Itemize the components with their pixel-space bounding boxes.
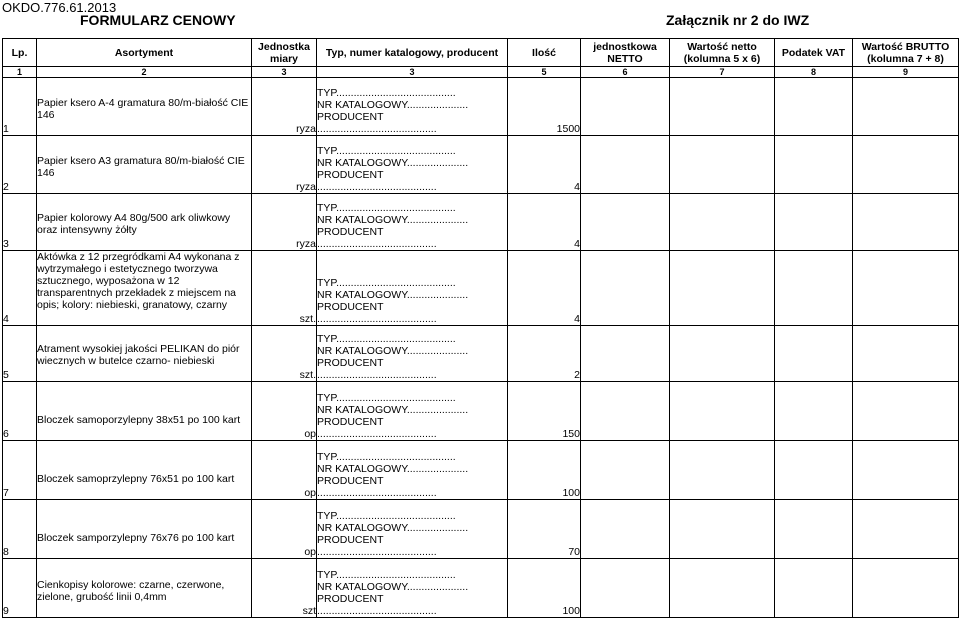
dots-line: ......................................... [317, 181, 437, 193]
column-number-row [3, 67, 959, 78]
row-unit: szt [252, 559, 317, 618]
row-assortment [37, 441, 252, 500]
dots-line: ......................................... [317, 487, 437, 499]
row-unit-net-price[interactable] [581, 326, 670, 382]
producer-line: PRODUCENT [317, 416, 384, 428]
row-lp: 6 [3, 382, 37, 441]
row-assortment [37, 251, 252, 326]
row-type-field[interactable] [317, 326, 508, 382]
row-quantity: 4 [508, 136, 581, 194]
row-lp: 7 [3, 441, 37, 500]
row-unit: szt. [252, 326, 317, 382]
col-header-type: Typ, numer katalogowy, producent [317, 39, 508, 67]
row-vat[interactable] [775, 326, 853, 382]
row-unit-net-price[interactable] [581, 559, 670, 618]
row-net-value[interactable] [670, 441, 775, 500]
row-unit: ryza [252, 136, 317, 194]
row-quantity: 70 [508, 500, 581, 559]
row-vat[interactable] [775, 500, 853, 559]
price-table [2, 38, 959, 618]
assortment-text: Bloczek samporzylepny 76x76 po 100 kart [37, 532, 235, 544]
column-number: 5 [508, 67, 581, 78]
column-number: 7 [670, 67, 775, 78]
attachment-label: Załącznik nr 2 do IWZ [666, 12, 810, 28]
row-assortment [37, 559, 252, 618]
row-lp: 2 [3, 136, 37, 194]
assortment-text: Cienkopisy kolorowe: czarne, czerwone, zielone, grubość linii 0,4mm [37, 579, 225, 603]
row-unit: ryza [252, 78, 317, 136]
row-unit: op [252, 382, 317, 441]
row-gross-value[interactable] [853, 382, 959, 441]
producer-line: PRODUCENT [317, 226, 384, 238]
row-type-field[interactable] [317, 194, 508, 251]
row-unit: ryza [252, 194, 317, 251]
row-lp: 8 [3, 500, 37, 559]
row-net-value[interactable] [670, 382, 775, 441]
row-type-field[interactable] [317, 382, 508, 441]
catalog-number-line: NR KATALOGOWY..................... [317, 214, 469, 226]
header-row [3, 39, 959, 67]
catalog-number-line: NR KATALOGOWY..................... [317, 289, 469, 301]
catalog-number-line: NR KATALOGOWY..................... [317, 581, 469, 593]
table-row [3, 441, 959, 500]
assortment-text: Aktówka z 12 przegródkami A4 wykonana z wytrzymałego i estetycznego tworzywa sztucznego, wyposażona w 12 transparentnych przekładek z miejscem na opis; kolory: niebieski, granatowy, czarny [37, 251, 240, 311]
row-vat[interactable] [775, 194, 853, 251]
typ-line: TYP......................................... [317, 569, 456, 581]
table-row [3, 326, 959, 382]
typ-line: TYP......................................... [317, 277, 456, 289]
assortment-text: Papier ksero A-4 gramatura 80/m-białość CIE 146 [37, 97, 249, 121]
row-quantity: 100 [508, 559, 581, 618]
row-gross-value[interactable] [853, 500, 959, 559]
column-number: 9 [853, 67, 959, 78]
row-assortment [37, 500, 252, 559]
row-quantity: 4 [508, 194, 581, 251]
typ-line: TYP......................................... [317, 392, 456, 404]
producer-line: PRODUCENT [317, 593, 384, 605]
row-gross-value[interactable] [853, 78, 959, 136]
col-header-gross-value: Wartość BRUTTO (kolumna 7 + 8) [853, 39, 959, 67]
column-number: 1 [3, 67, 37, 78]
row-gross-value[interactable] [853, 326, 959, 382]
assortment-text: Bloczek samoporzylepny 38x51 po 100 kart [37, 414, 241, 426]
dots-line: ......................................... [317, 238, 437, 250]
row-vat[interactable] [775, 136, 853, 194]
column-number: 2 [37, 67, 252, 78]
row-unit-net-price[interactable] [581, 251, 670, 326]
col-header-quantity: Ilość [508, 39, 581, 67]
row-gross-value[interactable] [853, 251, 959, 326]
row-lp: 4 [3, 251, 37, 326]
typ-line: TYP......................................... [317, 333, 456, 345]
row-lp: 5 [3, 326, 37, 382]
row-vat[interactable] [775, 559, 853, 618]
typ-line: TYP......................................... [317, 145, 456, 157]
dots-line: ......................................... [317, 546, 437, 558]
row-unit-net-price[interactable] [581, 382, 670, 441]
row-quantity: 150 [508, 382, 581, 441]
producer-line: PRODUCENT [317, 301, 384, 313]
row-lp: 9 [3, 559, 37, 618]
table-row [3, 251, 959, 326]
col-header-unit-net: jednostkowa NETTO [581, 39, 670, 67]
col-header-vat: Podatek VAT [775, 39, 853, 67]
assortment-text: Papier ksero A3 gramatura 80/m-białość CIE 146 [37, 155, 245, 179]
col-header-unit: Jednostka miary [252, 39, 317, 67]
column-number: 8 [775, 67, 853, 78]
row-net-value[interactable] [670, 78, 775, 136]
row-unit-net-price[interactable] [581, 136, 670, 194]
table-row [3, 382, 959, 441]
row-assortment [37, 78, 252, 136]
row-assortment [37, 194, 252, 251]
row-type-field[interactable] [317, 136, 508, 194]
producer-line: PRODUCENT [317, 534, 384, 546]
table-row [3, 559, 959, 618]
row-net-value[interactable] [670, 194, 775, 251]
row-assortment [37, 136, 252, 194]
assortment-text: Papier kolorowy A4 80g/500 ark oliwkowy oraz intensywny żółty [37, 212, 231, 236]
document-id: OKDO.776.61.2013 [2, 0, 117, 15]
typ-line: TYP......................................... [317, 451, 456, 463]
row-vat[interactable] [775, 382, 853, 441]
catalog-number-line: NR KATALOGOWY..................... [317, 157, 469, 169]
table-row [3, 78, 959, 136]
row-type-field[interactable] [317, 559, 508, 618]
col-header-net-value: Wartość netto (kolumna 5 x 6) [670, 39, 775, 67]
row-assortment [37, 382, 252, 441]
dots-line: ......................................... [317, 313, 437, 325]
producer-line: PRODUCENT [317, 475, 384, 487]
row-type-field[interactable] [317, 78, 508, 136]
row-quantity: 100 [508, 441, 581, 500]
row-net-value[interactable] [670, 251, 775, 326]
row-assortment [37, 326, 252, 382]
row-gross-value[interactable] [853, 136, 959, 194]
row-unit: op [252, 500, 317, 559]
typ-line: TYP......................................... [317, 87, 456, 99]
table-row [3, 500, 959, 559]
dots-line: ......................................... [317, 428, 437, 440]
table-row [3, 136, 959, 194]
catalog-number-line: NR KATALOGOWY..................... [317, 463, 469, 475]
dots-line: ......................................... [317, 605, 437, 617]
assortment-text: Atrament wysokiej jakości PELIKAN do piór wiecznych w butelce czarno- niebieski [37, 343, 240, 367]
row-gross-value[interactable] [853, 559, 959, 618]
col-header-lp: Lp. [3, 39, 37, 67]
assortment-text: Bloczek samoprzylepny 76x51 po 100 kart [37, 473, 235, 485]
row-net-value[interactable] [670, 326, 775, 382]
producer-line: PRODUCENT [317, 357, 384, 369]
catalog-number-line: NR KATALOGOWY..................... [317, 99, 469, 111]
row-vat[interactable] [775, 78, 853, 136]
form-title: FORMULARZ CENOWY [80, 12, 236, 28]
row-quantity: 2 [508, 326, 581, 382]
dots-line: ......................................... [317, 123, 437, 135]
row-quantity: 4 [508, 251, 581, 326]
typ-line: TYP......................................... [317, 202, 456, 214]
dots-line: ......................................... [317, 369, 437, 381]
row-unit-net-price[interactable] [581, 441, 670, 500]
column-number: 3 [317, 67, 508, 78]
row-net-value[interactable] [670, 500, 775, 559]
catalog-number-line: NR KATALOGOWY..................... [317, 345, 469, 357]
row-vat[interactable] [775, 251, 853, 326]
row-unit-net-price[interactable] [581, 194, 670, 251]
producer-line: PRODUCENT [317, 111, 384, 123]
row-unit: szt. [252, 251, 317, 326]
col-header-assortment: Asortyment [37, 39, 252, 67]
catalog-number-line: NR KATALOGOWY..................... [317, 522, 469, 534]
row-unit: op [252, 441, 317, 500]
producer-line: PRODUCENT [317, 169, 384, 181]
column-number: 3 [252, 67, 317, 78]
row-vat[interactable] [775, 441, 853, 500]
row-type-field[interactable] [317, 500, 508, 559]
row-unit-net-price[interactable] [581, 78, 670, 136]
row-net-value[interactable] [670, 136, 775, 194]
row-type-field[interactable] [317, 251, 508, 326]
row-type-field[interactable] [317, 441, 508, 500]
row-gross-value[interactable] [853, 194, 959, 251]
row-net-value[interactable] [670, 559, 775, 618]
catalog-number-line: NR KATALOGOWY..................... [317, 404, 469, 416]
table-row [3, 194, 959, 251]
column-number: 6 [581, 67, 670, 78]
row-unit-net-price[interactable] [581, 500, 670, 559]
row-lp: 1 [3, 78, 37, 136]
row-lp: 3 [3, 194, 37, 251]
typ-line: TYP......................................... [317, 510, 456, 522]
row-quantity: 1500 [508, 78, 581, 136]
row-gross-value[interactable] [853, 441, 959, 500]
